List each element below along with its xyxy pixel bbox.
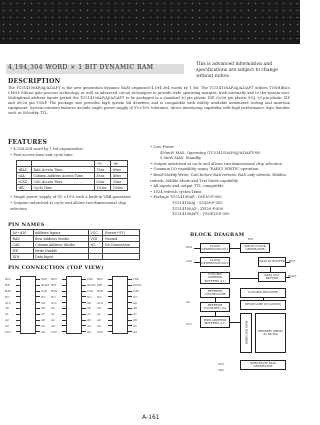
pin-label-right: A9 — [41, 300, 45, 305]
feature-item: 5.5mW MAX. Standby — [160, 156, 202, 161]
pin-label-left: A1 — [5, 312, 9, 317]
wire — [286, 262, 290, 263]
pin-lead — [16, 279, 20, 280]
pin-lead — [128, 296, 132, 297]
pin-label-right: VSS — [133, 277, 139, 282]
pin-label-right: DOUT — [133, 283, 142, 288]
pin-lead — [36, 320, 40, 321]
clock-generator-1: CLOCK GENERATOR NO.1 — [201, 243, 229, 251]
pin-label-right: A7 — [87, 312, 91, 317]
pin-label-left: A10 — [51, 300, 57, 305]
pin-lead — [128, 314, 132, 315]
pin-lead — [82, 320, 86, 321]
pin-lead — [108, 325, 112, 326]
pin-lead — [128, 291, 132, 292]
features-right-list — [150, 145, 295, 218]
pin-lead — [16, 320, 20, 321]
pin-label-right: CAS — [133, 288, 140, 293]
write-clock-generator: WRITE CLOCK GENERATOR — [240, 243, 270, 253]
feature-item: • All inputs and output TTL compatible — [150, 184, 224, 189]
pin-lead — [16, 296, 20, 297]
pin-lead — [128, 331, 132, 332]
pin-label-left: A3 — [97, 323, 101, 328]
pin-label-right: NC — [133, 294, 138, 299]
pin-label-left: VCC — [97, 329, 104, 334]
pin-label-right: A4 — [41, 329, 45, 334]
wire — [270, 267, 271, 272]
pin-lead — [16, 325, 20, 326]
pin-label-right: A5 — [87, 323, 91, 328]
pin-lead — [62, 285, 66, 286]
pin-label-left: A2 — [51, 317, 55, 322]
features-left-list — [10, 146, 140, 158]
pin-lead — [36, 302, 40, 303]
pin-lead — [36, 296, 40, 297]
pin-label-right: DOUT — [41, 283, 50, 288]
pin-lead — [108, 302, 112, 303]
pin-label-left: NC — [97, 294, 102, 299]
feature-item: TC514100AFT : TSOP26-P-300 — [172, 212, 230, 217]
signal-label: CAS — [186, 259, 193, 263]
pin-label-right: DOUT — [87, 283, 96, 288]
pin-lead — [16, 308, 20, 309]
pin-lead — [108, 285, 112, 286]
column-decoder: COLUMN DECODER — [240, 288, 286, 298]
pin-label-right: VSS — [41, 277, 47, 282]
ic-package-outline — [20, 276, 36, 334]
sense-amp: SENSE AMP I/O GATING — [240, 300, 286, 310]
ic-package-outline — [112, 276, 128, 334]
table-row: tCAC CAS Access Time 20ns 20ns — [17, 179, 128, 185]
pin-label-left: RAS — [97, 288, 104, 293]
pin-lead — [16, 314, 20, 315]
feature-item: TC514100AZ : ZIP20-P-400 — [172, 206, 224, 211]
pin-lead — [108, 320, 112, 321]
feature-item: • 1024 refresh cycles/16ms — [150, 189, 202, 194]
table-row: RAS Row Address Strobe VSS Ground — [11, 236, 140, 242]
signal-label: DIN — [289, 259, 295, 263]
pin-label-left: A1 — [51, 312, 55, 317]
pin-lead — [36, 285, 40, 286]
signal-label: DOUT — [288, 274, 297, 278]
features-heading: FEATURES — [8, 139, 48, 146]
pin-label-left: NC — [51, 294, 56, 299]
pin-label-right: NC — [87, 294, 92, 299]
pin-lead — [82, 308, 86, 309]
pin-lead — [62, 325, 66, 326]
pin-lead — [16, 302, 20, 303]
row-decoder: ROW DECODER — [240, 313, 252, 353]
pin-lead — [82, 296, 86, 297]
signal-label: RAS — [186, 245, 193, 249]
page-number: A-161 — [142, 414, 160, 421]
signal-label: A0 — [186, 300, 190, 304]
description-heading: DESCRIPTION — [8, 78, 61, 85]
table-row: tRAC RAS Access Time 70ns 80ns — [17, 167, 128, 173]
pin-lead — [82, 291, 86, 292]
ic-package-outline — [66, 276, 82, 334]
signal-label: A10 — [186, 322, 192, 326]
pin-lead — [128, 308, 132, 309]
pin-lead — [62, 279, 66, 280]
column-address-buffers: COLUMN ADDRESS BUFFERS (11) — [200, 272, 230, 284]
pin-lead — [128, 285, 132, 286]
pin-label-right: A6 — [133, 317, 137, 322]
pin-lead — [36, 331, 40, 332]
table-row: DIN Data Input — [11, 254, 140, 260]
header-banner-pattern — [0, 0, 300, 44]
data-in-buffer: DATA IN BUFFER — [258, 257, 286, 267]
pin-lead — [16, 331, 20, 332]
pin-label-left: VCC — [5, 329, 12, 334]
pin-lead — [128, 279, 132, 280]
description-text: The TC514100AP/AJ/AZ/AFT is the new generation dynamic RAM organized 4,194,304 words by 1 bit. The TC514100AP/AJ/AZ/AFT utilizes TOSHIBA's CMOS Silicon gate process technology as well as advanced circuit techniques to provide wide operating margins, both internally and to the system user. Multiplexed address inputs permit the TC514100AP/AJ/AZ/AFT to be packaged in a standard 20 pin plastic DIP, 20/26 pin plastic SOJ, 20 pin plastic ZIP and 20/26 pin TSOP. The package size provides high system bit densities and is compatible with widely available automated testing and insertion equipment. System oriented features include single power supply of 5V±10% tolerance, direct interfacing capability with high performance logic families such as Schottky TTL. — [8, 86, 290, 115]
pin-lead — [108, 291, 112, 292]
table-row: tRC Cycle Time 130ns 150ns — [17, 185, 128, 191]
pin-label-right: A8 — [41, 306, 45, 311]
feature-item: • Common I/O capability using "EARLY WRITE" operation — [150, 167, 259, 172]
pin-names-heading: PIN NAMES — [8, 222, 45, 228]
table-row: -70 -80 — [17, 161, 128, 167]
wire — [230, 278, 258, 279]
clock-generator-2: CLOCK GENERATOR NO.2 — [201, 257, 229, 265]
pin-label-left: RAS — [51, 288, 58, 293]
pin-lead — [82, 314, 86, 315]
pin-label-left: VCC — [51, 329, 58, 334]
table-row: A0~A10 Address Inputs VCC Power(+5V) — [11, 230, 140, 236]
pin-lead — [82, 302, 86, 303]
pin-lead — [36, 325, 40, 326]
feature-item: • 4,194,304 word by 1 bit organization — [10, 147, 83, 151]
pin-label-left: A10 — [5, 300, 11, 305]
wire — [194, 248, 200, 249]
pin-label-right: A7 — [41, 312, 45, 317]
pin-label-right: A5 — [133, 323, 137, 328]
pin-label-left: DIN — [97, 277, 103, 282]
pin-lead — [82, 285, 86, 286]
pin-lead — [36, 291, 40, 292]
speed-table — [16, 160, 128, 191]
pin-label-right: CAS — [87, 288, 94, 293]
pin-lead — [62, 320, 66, 321]
pin-lead — [82, 325, 86, 326]
pin-label-left: WE — [97, 283, 102, 288]
memory-array: MEMORY ARRAY 4,194,304 — [255, 313, 286, 353]
pin-lead — [108, 279, 112, 280]
signal-label: WE — [248, 237, 253, 241]
feature-item: • Fast access time and cycle time — [10, 153, 73, 158]
pin-label-right: A6 — [41, 317, 45, 322]
pin-label-left: A2 — [97, 317, 101, 322]
advance-notice: This is advanced information and specifications are subject to change without notice. — [196, 62, 278, 79]
wire — [194, 262, 200, 263]
pin-label-left: A1 — [97, 312, 101, 317]
feature-item: 495mW MAX. Operating (TC514100AP/AJ/AZ/AFT-80) — [160, 150, 261, 155]
pin-label-left: A3 — [5, 323, 9, 328]
pin-lead — [108, 308, 112, 309]
pin-label-right: CAS — [41, 288, 48, 293]
pin-lead — [36, 308, 40, 309]
wire — [230, 322, 240, 323]
pin-lead — [108, 314, 112, 315]
feature-item: • Output unlatched at cycle end allows two-dimensional chip selection — [150, 161, 282, 166]
pin-lead — [62, 331, 66, 332]
pin-lead — [36, 279, 40, 280]
pin-lead — [62, 308, 66, 309]
pin-lead — [128, 320, 132, 321]
pin-label-right: VSS — [87, 277, 93, 282]
data-out-buffer: DATA OUT BUFFER — [258, 272, 286, 282]
wire — [230, 248, 240, 249]
pin-lead — [82, 279, 86, 280]
pin-lead — [62, 302, 66, 303]
pin-label-left: A0 — [5, 306, 9, 311]
pin-label-left: A0 — [51, 306, 55, 311]
pin-label-right: A8 — [133, 306, 137, 311]
pin-label-right: A5 — [41, 323, 45, 328]
refresh-counter: REFRESH COUNTER (10) — [200, 302, 230, 312]
pin-lead — [128, 302, 132, 303]
feature-item: • Outputs unlatched at cycle end allows two-dimensional chip selection — [10, 201, 126, 212]
part-title: 4,194,304 WORD × 1 BIT DYNAMIC RAM — [8, 64, 154, 71]
feature-item: • Read-Modify-Write, CAS before RAS refresh, RAS only refresh, Hidden refresh, Nibble Mode and Test Mode capability — [150, 172, 286, 183]
row-address-buffers: ROW ADDRESS BUFFERS (11) — [200, 316, 230, 328]
pin-label-left: DIN — [51, 277, 57, 282]
pin-label-left: A10 — [97, 300, 103, 305]
features-left-list-2 — [10, 194, 140, 213]
pin-label-left: A2 — [5, 317, 9, 322]
pin-label-left: NC — [5, 294, 10, 299]
pin-lead — [128, 325, 132, 326]
pin-lead — [62, 314, 66, 315]
pin-lead — [16, 285, 20, 286]
pin-label-right: A9 — [133, 300, 137, 305]
feature-item: • Package TC514100AP : DIP20-P-300 — [150, 195, 222, 200]
pin-label-left: DIN — [5, 277, 11, 282]
pin-label-left: RAS — [5, 288, 12, 293]
table-row: WE Write Enable — [11, 248, 140, 254]
feature-item: • Single power supply of 5V ±10% with a built-in VBB generator — [10, 195, 132, 199]
pin-label-right: A7 — [133, 312, 137, 317]
wire — [263, 298, 264, 300]
wire — [286, 277, 290, 278]
pin-label-left: A0 — [97, 306, 101, 311]
pin-lead — [62, 296, 66, 297]
pin-label-right: A4 — [133, 329, 137, 334]
pin-label-left: WE — [5, 283, 10, 288]
wire — [215, 298, 216, 302]
refresh-controller: REFRESH CONTROLLER — [200, 288, 230, 298]
pin-label-left: WE — [51, 283, 56, 288]
pin-label-right: NC — [41, 294, 46, 299]
pin-connection-heading: PIN CONNECTION (TOP VIEW) — [8, 265, 104, 271]
pin-label-right: A8 — [87, 306, 91, 311]
table-row: CAS Column Address Strobe NC No Connection — [11, 242, 140, 248]
feature-item: • Low Power — [150, 145, 175, 149]
pin-label-right: A4 — [87, 329, 91, 334]
pin-names-table — [10, 229, 140, 260]
signal-label: VCC — [218, 362, 225, 366]
pin-lead — [36, 314, 40, 315]
pin-lead — [108, 296, 112, 297]
block-diagram-heading: BLOCK DIAGRAM — [190, 232, 245, 238]
pin-lead — [62, 291, 66, 292]
feature-item: TC514100AJ : SOJ26-P-300 — [172, 200, 223, 205]
pin-lead — [16, 291, 20, 292]
substrate-bias-generator: SUBSTRATE BIAS GENERATOR — [240, 360, 286, 370]
wire — [215, 312, 216, 316]
signal-label: VSS — [218, 368, 224, 372]
pin-lead — [82, 331, 86, 332]
pin-label-right: A6 — [87, 317, 91, 322]
pin-lead — [108, 331, 112, 332]
table-row: tAA Column Address Access Time 35ns 40ns — [17, 173, 128, 179]
pin-label-left: A3 — [51, 323, 55, 328]
pin-label-right: A9 — [87, 300, 91, 305]
